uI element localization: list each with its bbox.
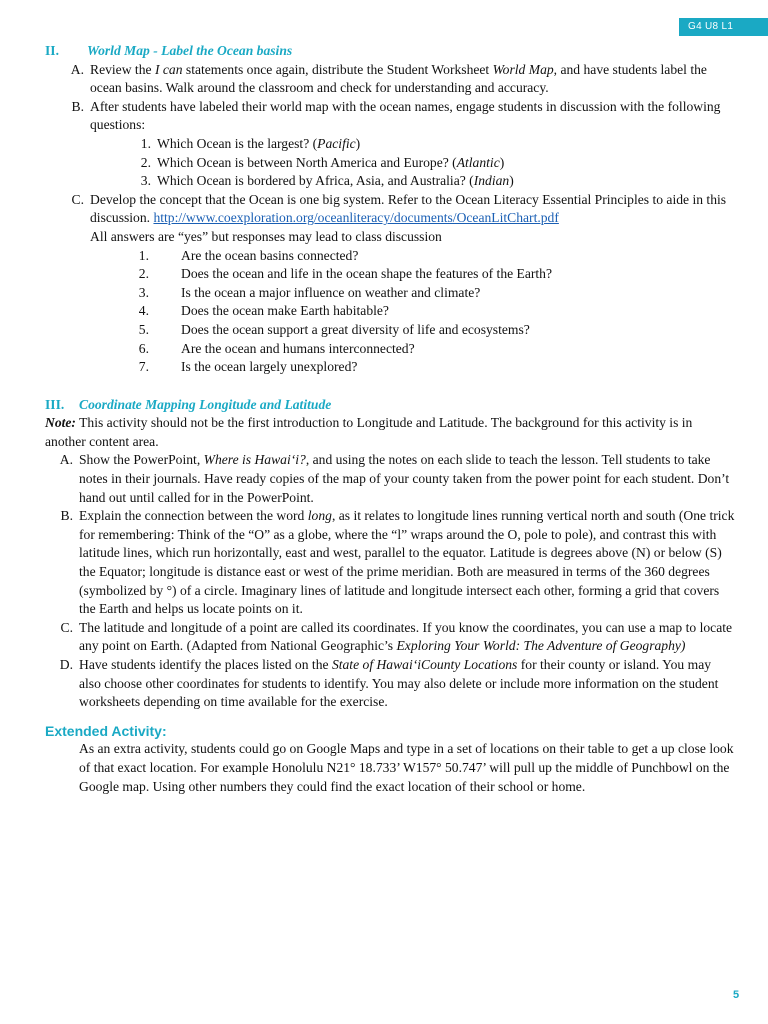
spacer [45,377,735,396]
item-text: The latitude and longitude of a point are called its coordinates. If you know the coordinates, you can use a map to locate any point on Earth. (Adapted from National Geographic’s Exploring Your World: The Adventure of Geography) [79,619,733,654]
answers-note: All answers are “yes” but responses may lead to class discussion [90,228,442,244]
item-text: Explain the connection between the word long, as it relates to longitude lines running vertical north and south (One trick for remembering: Think of the “O” as a globe, where the “l” wraps around the O, pole to pole), and contrast this with latitude lines, which run horizontally, east and west, parallel to the equator. Latitude is degrees above (N) or below (S) the Equator; longitude is distance east or west of the prime meridian. Both are measured in terms of the 360 degrees (symbolized by °) of a circle. Imaginary lines of latitude and longitude intersect each other, forming a grid that covers the Earth and helps us locate points on it. [79,508,735,617]
principle-item: 3. Is the ocean a major influence on weather and climate? [138,284,481,300]
section-2-item-a [45,61,735,98]
section-3-note [45,414,735,451]
item-marker: A. [70,61,84,77]
section-3-item-b [45,507,735,619]
extended-activity-heading: Extended Activity: [45,722,167,739]
section-2-item-c [45,191,735,228]
section-2-number: II. [45,43,59,58]
section-3-number: III. [45,396,65,412]
section-3-item-d [45,656,735,712]
section-3-item-a [45,451,735,507]
question-item: 2. Which Ocean is between North America and Europe? (Atlantic) [140,154,505,170]
principle-item: 7. Is the ocean largely unexplored? [138,359,358,375]
item-text: Review the I can statements once again, distribute the Student Worksheet World Map, and have students label the ocean basins. Walk around the classroom and check for understanding and accuracy. [90,61,707,96]
note-text: This activity should not be the first introduction to Longitude and Latitude. The background for this activity is in another content area. [45,415,693,449]
item-marker: C. [60,619,73,635]
item-text: Develop the concept that the Ocean is one big system. Refer to the Ocean Literacy Essential Principles to aide in this discussion. http://www.coexploration.org/oceanliteracy/documents/OceanLitChart.pdf [90,191,727,226]
section-2-title: World Map - Label the Ocean basins [87,43,293,58]
document-body [45,42,735,796]
section-3-title: Coordinate Mapping Longitude and Latitude [79,396,332,412]
question-item: 3. Which Ocean is bordered by Africa, Asia, and Australia? (Indian) [140,173,514,189]
section-2-item-b [45,98,735,135]
item-text: After students have labeled their world map with the ocean names, engage students in discussion with the following questions: [90,98,721,133]
extended-activity-text: As an extra activity, students could go on Google Maps and type in a set of locations on their table to get a up close look of that exact location. For example Honolulu N21° 18.733’ W157° 50.747’ will pull up the middle of Punchbowl on the Google map. Using other numbers they could find the exact location of their school or home. [79,741,734,794]
principle-item: 4. Does the ocean make Earth habitable? [138,303,389,319]
ocean-literacy-link[interactable]: http://www.coexploration.org/oceanliteracy/documents/OceanLitChart.pdf [153,210,559,226]
principle-item: 2. Does the ocean and life in the ocean shape the features of the Earth? [138,266,553,282]
item-text: Have students identify the places listed on the State of Hawai‘iCounty Locations for their county or island. You may also choose other coordinates for students to identify. You may also delete or include more information on the student worksheets depending on time available for the exercise. [79,657,719,710]
principle-item: 5. Does the ocean support a great diversity of life and ecosystems? [138,321,530,337]
note-label: Note: [45,415,76,431]
item-marker: B. [71,98,84,114]
item-marker: B. [60,508,73,524]
item-marker: C. [71,191,84,207]
item-text: Show the PowerPoint, Where is Hawai‘i?, and using the notes on each slide to teach the lesson. Tell students to take notes in their journals. Have ready copies of the map of your county taken from the power point for each student. Don’t hand out until called for in the PowerPoint. [79,452,730,505]
unit-badge: G4 U8 L1 [679,18,768,36]
question-item: 1. Which Ocean is the largest? (Pacific) [140,135,361,151]
section-3-item-c [45,619,735,656]
page-number: 5 [733,989,740,1001]
item-marker: D. [59,657,73,672]
section-2-heading [45,42,735,61]
item-marker: A. [59,452,73,468]
principle-item: 6. Are the ocean and humans interconnected? [138,340,415,356]
section-3-heading [45,396,735,415]
principle-item: 1. Are the ocean basins connected? [138,247,359,263]
